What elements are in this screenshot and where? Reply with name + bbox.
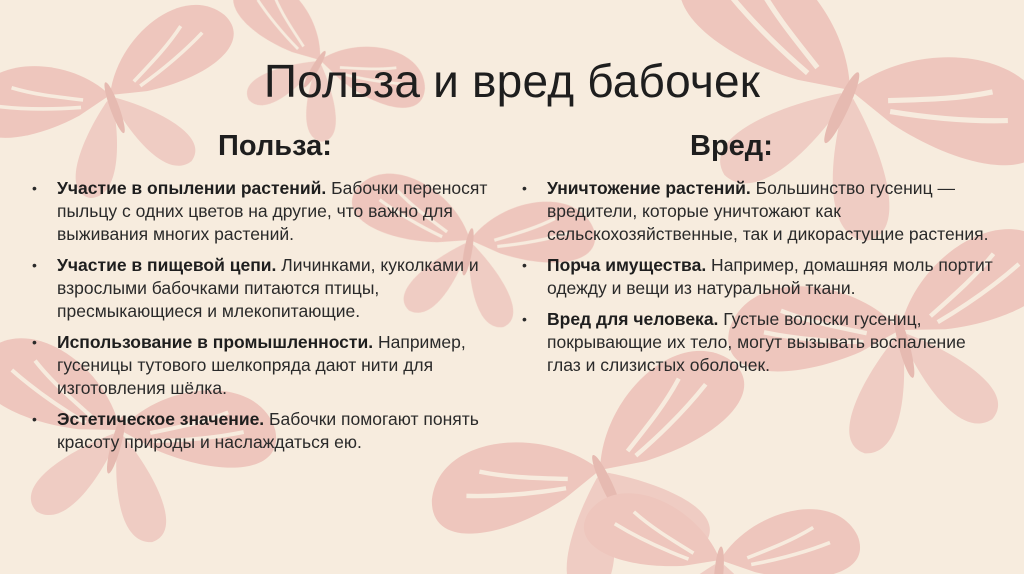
slide-title: Польза и вред бабочек bbox=[263, 55, 761, 107]
item-text: Например, гусеницы тутового шелкопряда дают нити для изготовления шёлка. bbox=[57, 332, 466, 398]
item-title: Участие в пищевой цепи. bbox=[57, 255, 277, 275]
list-item bbox=[30, 254, 500, 323]
bullet-icon: • bbox=[32, 180, 37, 196]
item-title: Эстетическое значение. bbox=[57, 409, 265, 429]
item-text: Большинство гусениц — вредители, которые уничтожают как сельскохозяйственные, так и дикорастущие растения. bbox=[547, 178, 989, 244]
benefits-column bbox=[30, 130, 500, 462]
list-item bbox=[30, 331, 500, 400]
bullet-icon: • bbox=[522, 257, 527, 273]
item-text: Личинками, куколками и взрослыми бабочками питаются птицы, пресмыкающиеся и млекопитающие. bbox=[57, 255, 479, 321]
item-text: Бабочки переносят пыльцу с одних цветов на другие, что важно для выживания многих растений. bbox=[57, 178, 488, 244]
harm-column bbox=[520, 130, 1000, 385]
bullet-icon: • bbox=[522, 311, 527, 327]
bullet-icon: • bbox=[32, 411, 37, 427]
item-title: Использование в промышленности. bbox=[57, 332, 374, 352]
bullet-icon: • bbox=[32, 257, 37, 273]
item-text: Например, домашняя моль портит одежду и вещи из натуральной ткани. bbox=[547, 255, 993, 298]
list-item bbox=[520, 308, 1000, 377]
list-item bbox=[30, 177, 500, 246]
item-title: Вред для человека. bbox=[547, 309, 719, 329]
item-title: Порча имущества. bbox=[547, 255, 707, 275]
item-title: Уничтожение растений. bbox=[547, 178, 751, 198]
bullet-icon: • bbox=[522, 180, 527, 196]
harm-heading: Вред: bbox=[690, 130, 773, 162]
item-title: Участие в опылении растений. bbox=[57, 178, 327, 198]
list-item bbox=[30, 408, 500, 454]
list-item bbox=[520, 254, 1000, 300]
item-text: Бабочки помогают понять красоту природы и наслаждаться ею. bbox=[57, 409, 479, 452]
harm-list bbox=[520, 177, 1000, 377]
benefits-heading: Польза: bbox=[218, 130, 332, 162]
benefits-list bbox=[30, 177, 500, 454]
bullet-icon: • bbox=[32, 334, 37, 350]
list-item bbox=[520, 177, 1000, 246]
item-text: Густые волоски гусениц, покрывающие их тело, могут вызывать воспаление глаз и слизистых оболочек. bbox=[547, 309, 966, 375]
